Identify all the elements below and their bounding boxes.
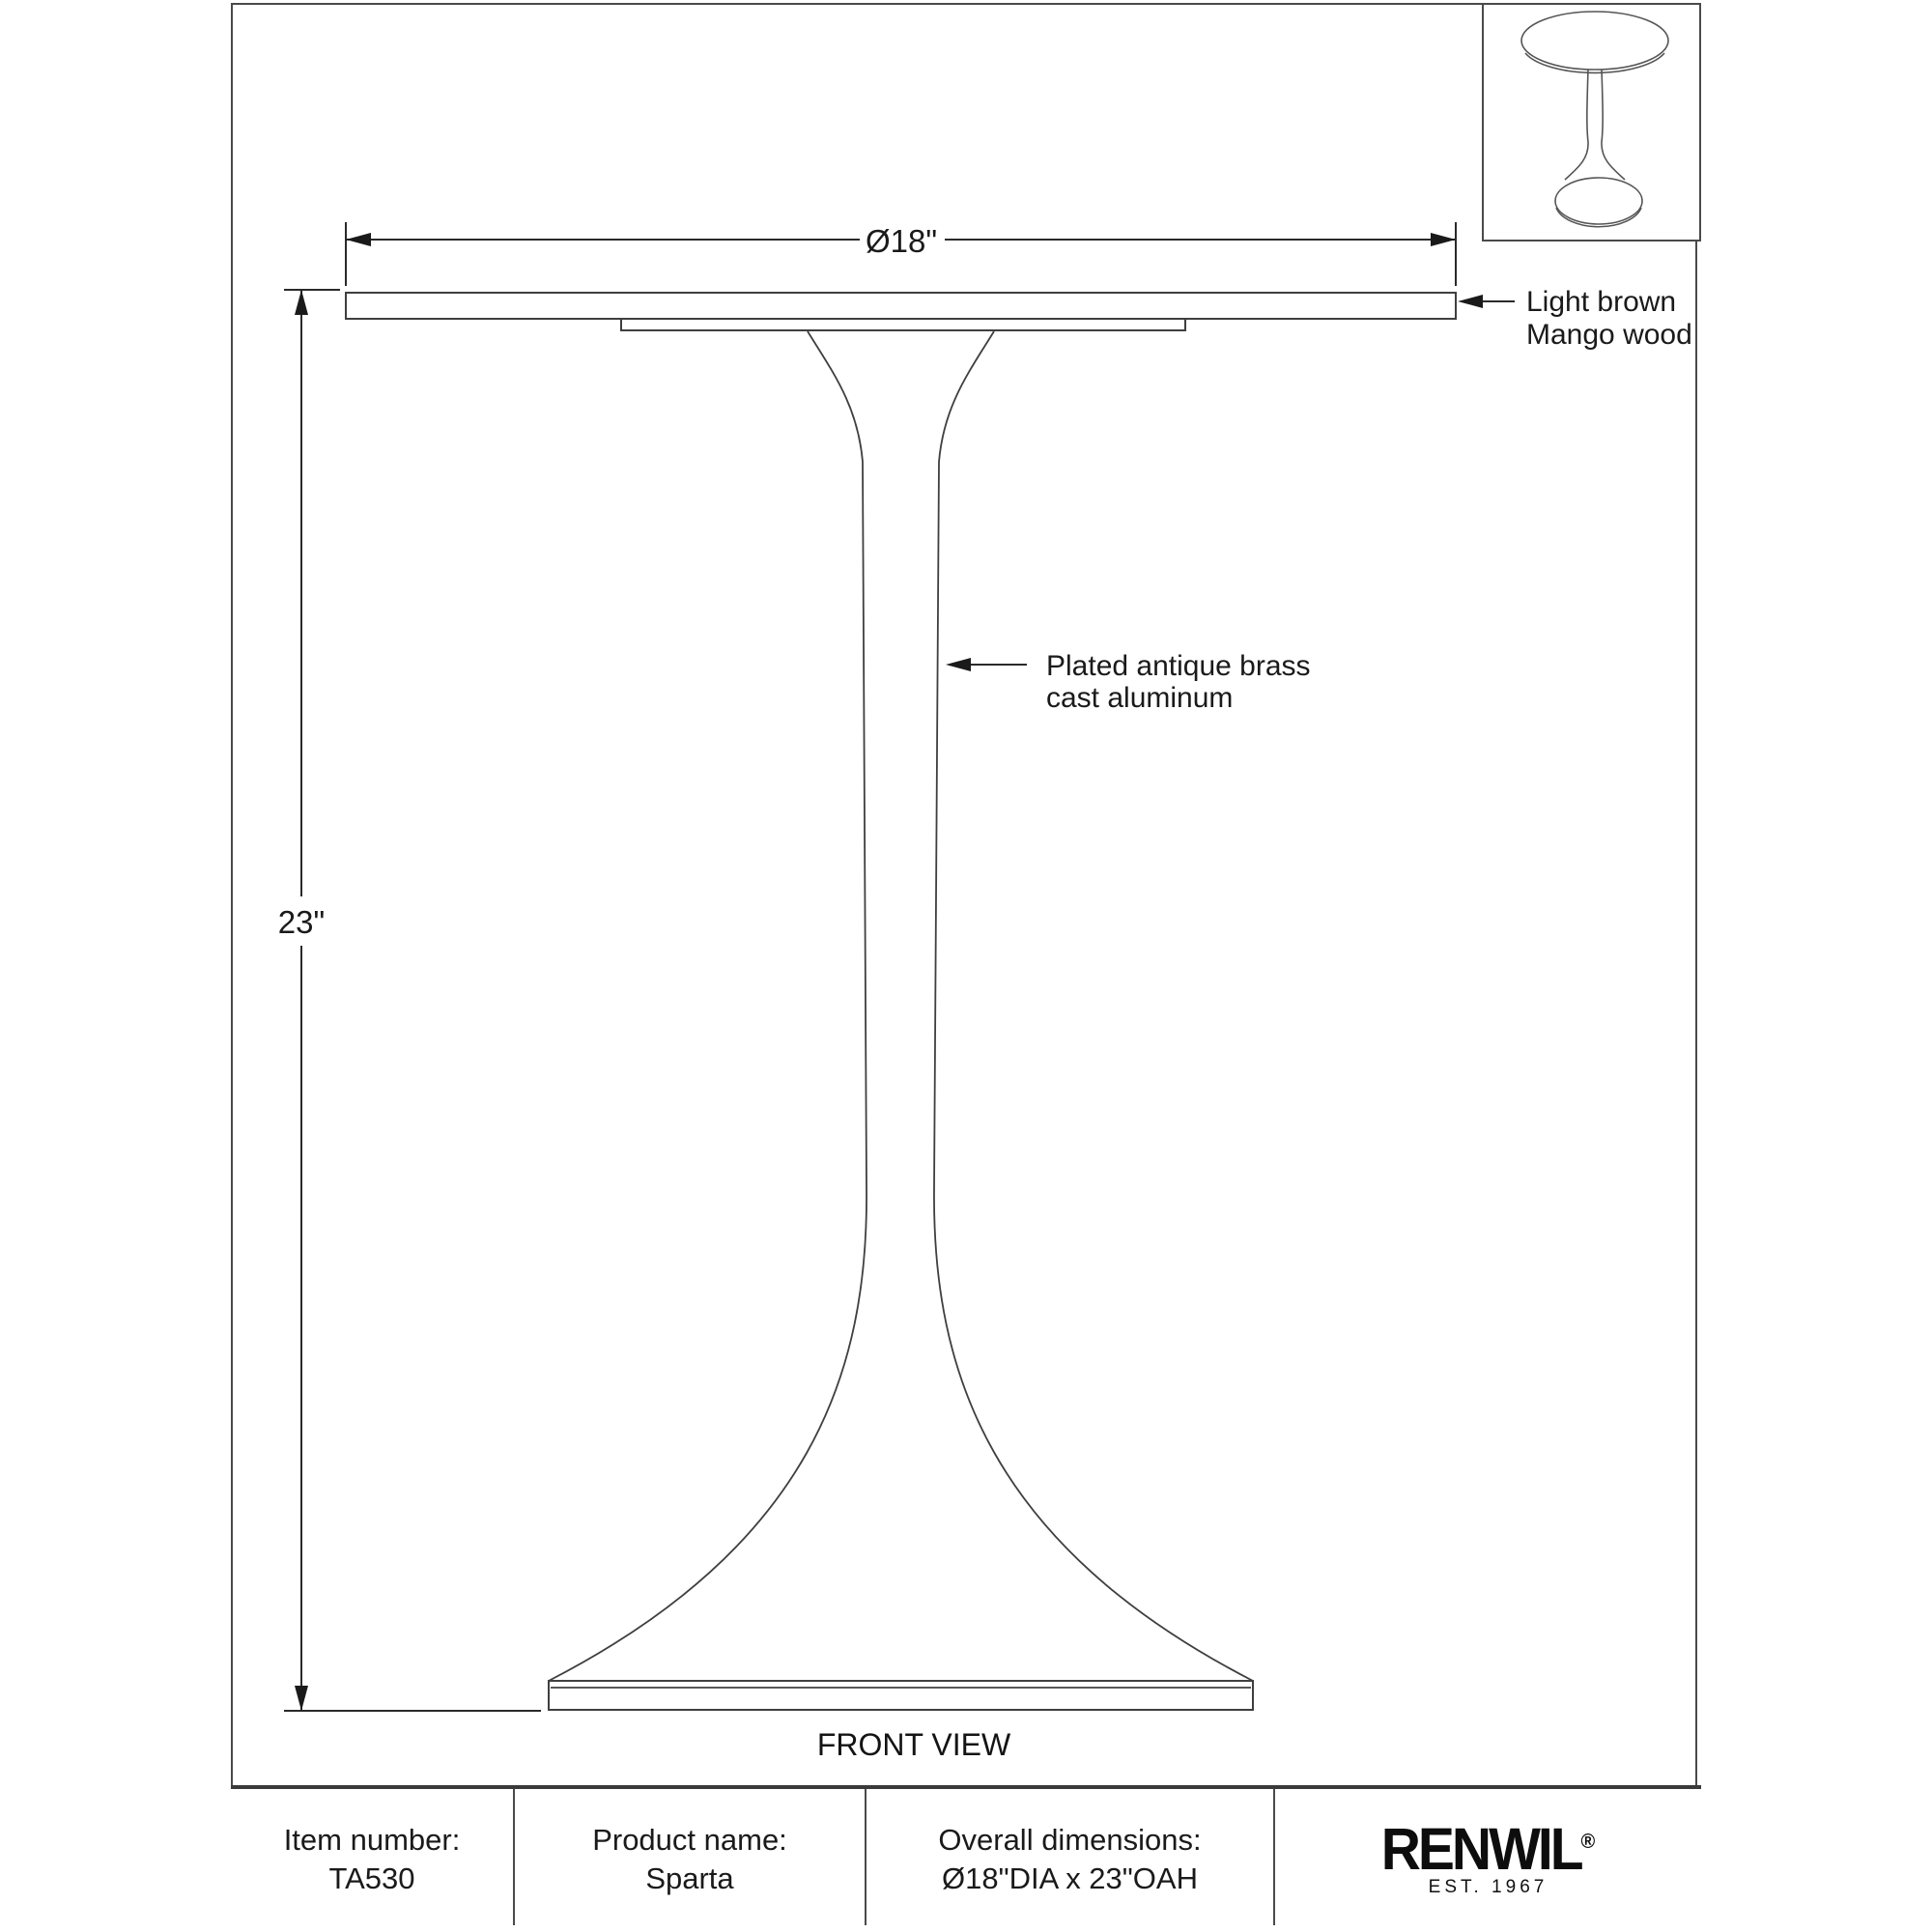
- overall-dimensions-value: Ø18"DIA x 23"OAH: [942, 1861, 1198, 1895]
- product-name-value: Sparta: [645, 1861, 734, 1895]
- base-plate: [549, 1681, 1253, 1710]
- diameter-label: Ø18": [865, 223, 938, 259]
- pedestal-material-line1: Plated antique brass: [1046, 650, 1311, 682]
- tabletop-material-line1: Light brown: [1526, 286, 1677, 318]
- thumbnail-box: [1482, 3, 1701, 242]
- diameter-arrow-right: [1431, 233, 1456, 246]
- overall-dimensions-label: Overall dimensions:: [938, 1822, 1202, 1857]
- pedestal-left-edge: [549, 331, 867, 1681]
- thumb-top-ellipse: [1521, 12, 1668, 70]
- tabletop-callout-arrow: [1458, 295, 1483, 308]
- thumb-stem-right: [1602, 69, 1625, 180]
- item-number-value: TA530: [328, 1861, 415, 1895]
- renwil-logo: [1380, 1815, 1596, 1883]
- view-caption: FRONT VIEW: [816, 1727, 1011, 1762]
- footer-cell-overall-dimensions: [867, 1789, 1275, 1925]
- pedestal-material-line2: cast aluminum: [1046, 682, 1234, 714]
- spec-footer-table: [231, 1785, 1701, 1925]
- footer-cell-item-number: [231, 1789, 515, 1925]
- height-dimension: [278, 290, 541, 1711]
- pedestal-material-callout: [946, 650, 1311, 714]
- product-name-label: Product name:: [592, 1822, 787, 1857]
- thumb-stem-left: [1565, 69, 1588, 180]
- pedestal-callout-arrow: [946, 658, 971, 671]
- tabletop-material-line2: Mango wood: [1526, 319, 1692, 351]
- diameter-dimension: [346, 222, 1456, 286]
- brand-name: RENWIL: [1380, 1815, 1581, 1883]
- height-arrow-top: [295, 290, 308, 315]
- registered-trademark-icon: ®: [1580, 1830, 1596, 1854]
- perspective-thumbnail: [1484, 5, 1699, 240]
- height-label: 23": [277, 904, 326, 940]
- diameter-arrow-left: [346, 233, 371, 246]
- item-number-label: Item number:: [283, 1822, 461, 1857]
- pedestal-right-edge: [934, 331, 1253, 1681]
- footer-cell-product-name: [515, 1789, 867, 1925]
- mounting-plate: [621, 319, 1185, 330]
- tabletop-front: [346, 293, 1456, 319]
- thumb-base-ellipse: [1555, 178, 1642, 224]
- tabletop-material-callout: [1458, 286, 1692, 351]
- brand-established: EST. 1967: [1428, 1877, 1548, 1897]
- footer-cell-brand: [1275, 1789, 1701, 1925]
- height-arrow-bottom: [295, 1686, 308, 1711]
